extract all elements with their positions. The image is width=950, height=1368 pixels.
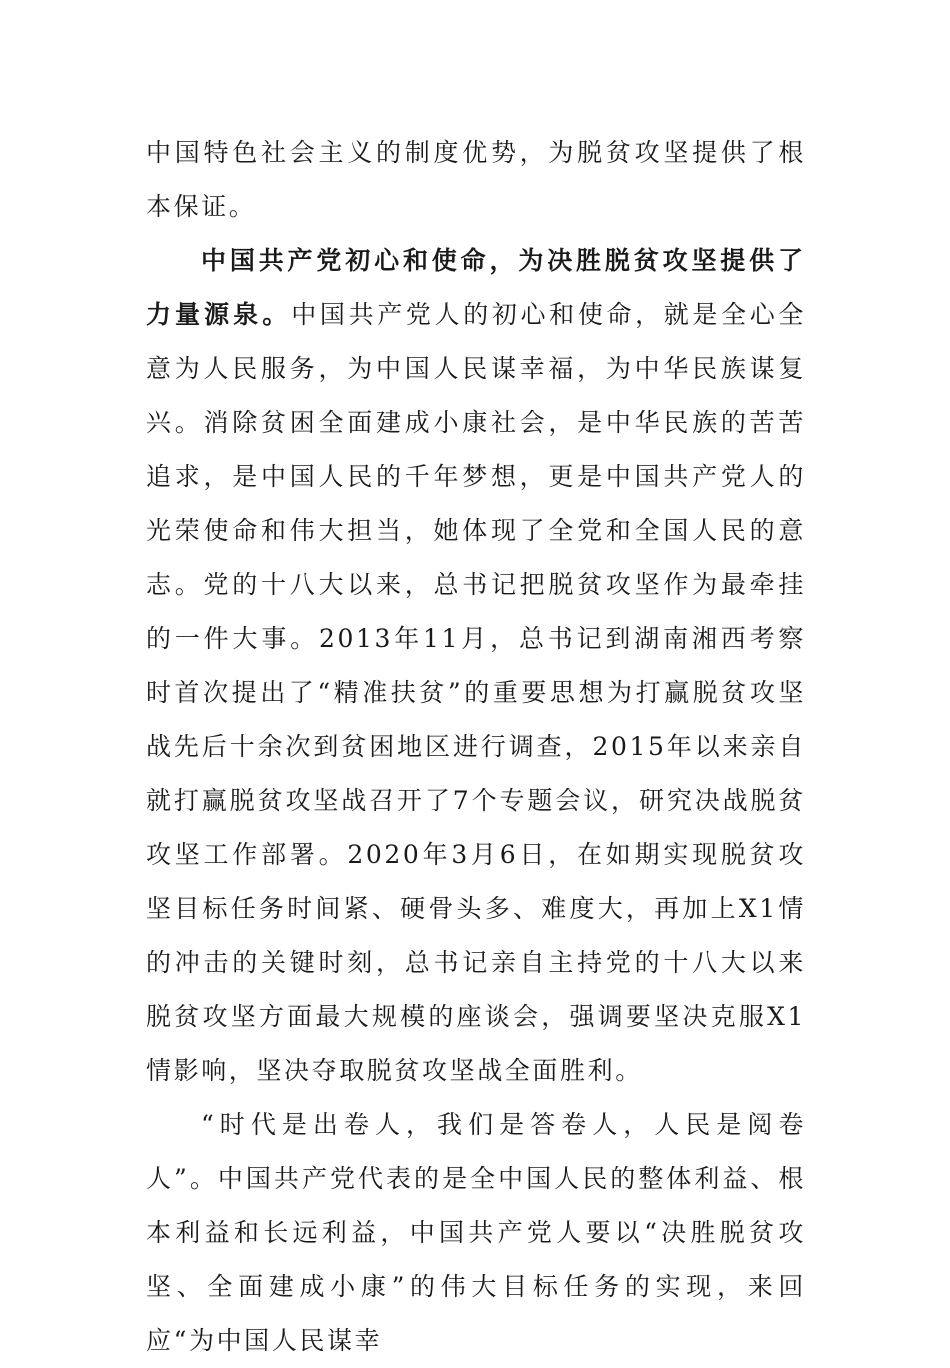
paragraph-2-lead: 中国共产党初心和使命，为决胜脱贫攻坚提供了力量源泉。	[146, 246, 806, 329]
paragraph-2	[146, 234, 806, 1098]
paragraph-1	[146, 126, 806, 234]
paragraph-3-text: “时代是出卷人，我们是答卷人，人民是阅卷人”。中国共产党代表的是全中国人民的整体利益、根本利益和长远利益，中国共产党人要以“决胜脱贫攻坚、全面建成小康”的伟大目标任务的实现，来回应“为中国人民谋幸	[146, 1110, 806, 1355]
paragraph-3	[146, 1098, 806, 1368]
body-text	[146, 126, 806, 1368]
paragraph-2-text: 中国共产党人的初心和使命，就是全心全意为人民服务，为中国人民谋幸福，为中华民族谋复兴。消除贫困全面建成小康社会，是中华民族的苦苦追求，是中国人民的千年梦想，更是中国共产党人的光荣使命和伟大担当，她体现了全党和全国人民的意志。党的十八大以来，总书记把脱贫攻坚作为最牵挂的一件大事。2013年11月，总书记到湖南湘西考察时首次提出了“精准扶贫”的重要思想为打赢脱贫攻坚战先后十余次到贫困地区进行调查，2015年以来亲自就打赢脱贫攻坚战召开了7个专题会议，研究决战脱贫攻坚工作部署。2020年3月6日，在如期实现脱贫攻坚目标任务时间紧、硬骨头多、难度大，再加上X1情的冲击的关键时刻，总书记亲自主持党的十八大以来脱贫攻坚方面最大规模的座谈会，强调要坚决克服X1情影响，坚决夺取脱贫攻坚战全面胜利。	[146, 300, 806, 1085]
paragraph-1-text: 中国特色社会主义的制度优势，为脱贫攻坚提供了根本保证。	[146, 138, 806, 221]
